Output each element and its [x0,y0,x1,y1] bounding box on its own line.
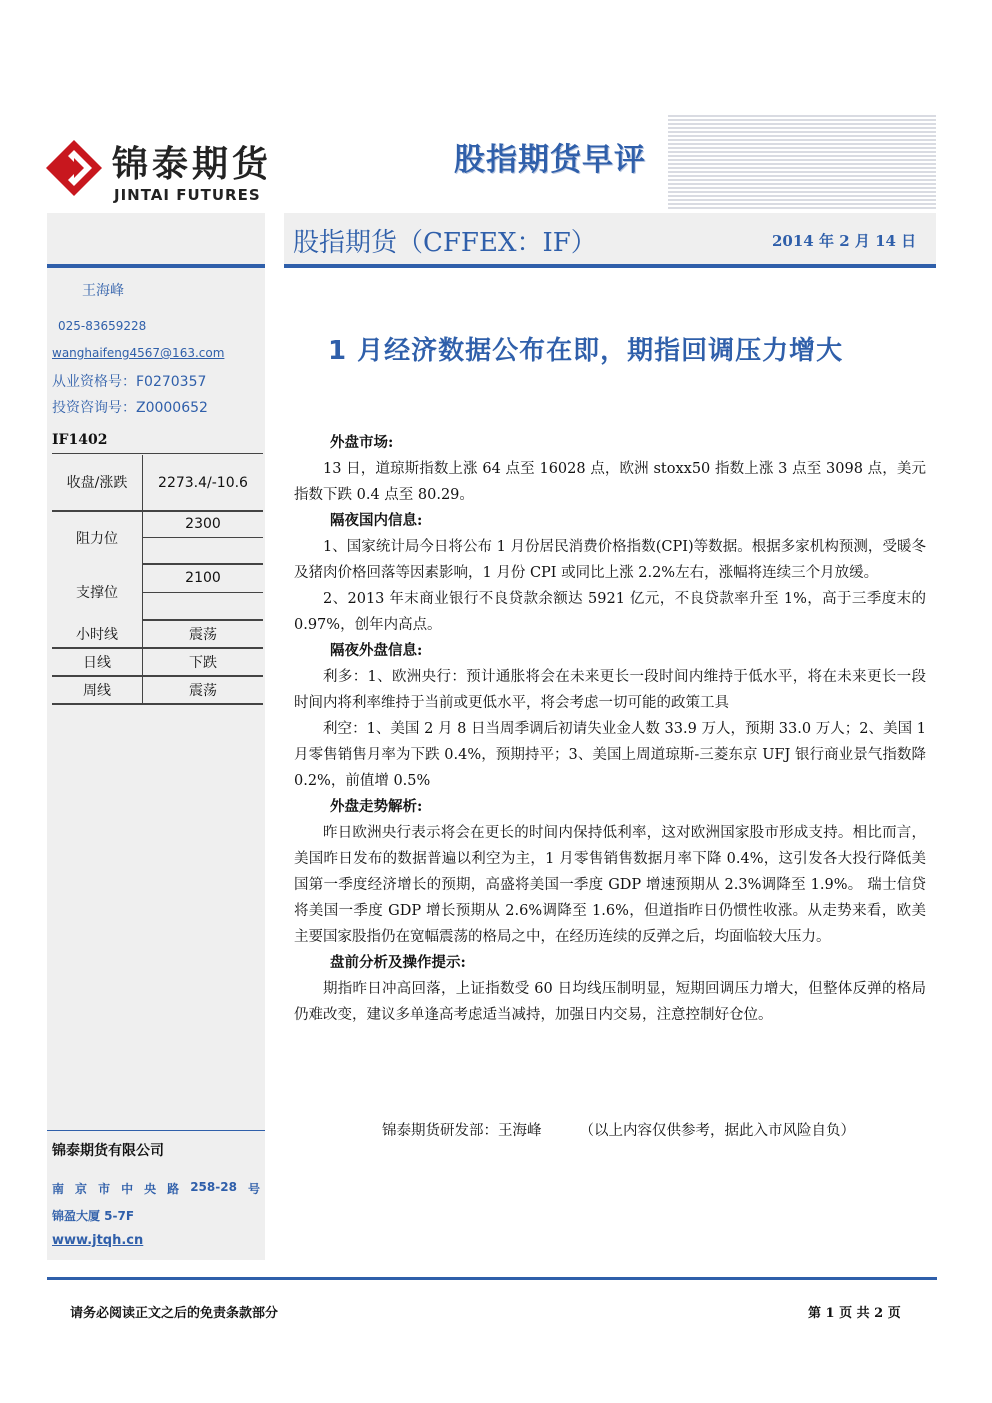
table-row [52,511,263,537]
company-building: 锦盈大厦 5-7F [52,1209,135,1223]
company-website-link[interactable]: www.jtqh.cn [52,1233,144,1248]
paragraph: 1、国家统计局今日将公布 1 月份居民消费价格指数(CPI)等数据。根据多家机构预测，受暖冬及猪肉价格回落等因素影响，1 月份 CPI 或同比上涨 2.2%左右，涨幅将连续三个月放缓。 [294,539,926,581]
company-name: 锦泰期货有限公司 [52,1143,164,1159]
risk-disclaimer-note: （以上内容仅供参考，据此入市风险自负） [579,1123,855,1139]
section-title-domestic-news: 隔夜国内信息: [330,512,423,529]
report-body [294,430,926,1028]
paragraph: 13 日，道琼斯指数上涨 64 点至 16028 点，欧洲 stoxx50 指数上涨 3 点至 3098 点，美元指数下跌 0.4 点至 80.29。 [294,461,926,503]
jintai-logo-icon [46,140,102,196]
row-spacer [143,592,264,620]
address-part: 南 [52,1182,65,1196]
row-label: 收盘/涨跌 [52,455,143,511]
qualification-number: 从业资格号：F0270357 [52,374,207,390]
header-divider [284,264,936,268]
row-spacer [143,537,264,564]
section-title-overseas-market: 外盘市场: [330,434,394,451]
row-value: 2100 [143,564,264,592]
contract-divider [52,453,263,454]
address-part: 号 [247,1182,260,1196]
address-part: 路 [167,1182,180,1196]
paragraph: 2、2013 年末商业银行不良贷款余额达 5921 亿元，不良贷款率升至 1%，高于三季度末的 0.97%，创年内高点。 [294,591,926,633]
section-title-market-analysis: 外盘走势解析: [330,798,423,815]
address-part: 258-28 [190,1180,237,1194]
address-part: 中 [121,1182,134,1196]
report-headline: 1 月经济数据公布在即，期指回调压力增大 [328,336,844,366]
row-label: 日线 [52,648,143,676]
logo-name-cn: 锦泰期货 [112,144,273,185]
company-address [52,1180,260,1197]
row-value: 震荡 [143,676,264,704]
banner-title: 股指期货早评 [454,142,646,178]
paragraph: 期指昨日冲高回落，上证指数受 60 日均线压制明显，短期回调压力增大，但整体反弹的格局仍难改变，建议多单逢高考虑适当减持，加强日内交易，注意控制好仓位。 [294,981,926,1023]
page-number: 第 1 页 共 2 页 [808,1306,901,1321]
paragraph: 利多：1、欧洲央行：预计通胀将会在未来更长一段时间内维持于低水平，将在未来更长一段时间内将利率维持于当前或更低水平，将会考虑一切可能的政策工具 [294,669,926,711]
row-value: 2300 [143,511,264,537]
analyst-name: 王海峰 [82,283,124,299]
footer-divider [47,1277,937,1280]
report-category-title: 股指期货（CFFEX：IF） [293,228,597,258]
banner-stripes [668,115,936,211]
table-row [52,564,263,592]
table-row [52,676,263,704]
sidebar-divider [47,264,265,268]
paragraph: 利空：1、美国 2 月 8 日当周季调后初请失业金人数 33.9 万人，预期 33.0 万人；2、美国 1 月零售销售月率为下跌 0.4%，预期持平；3、美国上周道琼斯-三菱东京 UFJ 银行商业景气指数降 0.2%，前值增 0.5% [294,721,926,789]
signature [382,1119,855,1140]
section-title-overseas-news: 隔夜外盘信息: [330,642,423,659]
address-part: 市 [98,1182,111,1196]
market-table [52,455,263,705]
contract-code: IF1402 [52,432,108,448]
row-value: 震荡 [143,620,264,648]
row-label: 周线 [52,676,143,704]
table-row [52,648,263,676]
table-row [52,620,263,648]
analyst-email-link[interactable]: wanghaifeng4567@163.com [52,346,225,360]
company-divider [47,1130,265,1131]
section-title-trading-tips: 盘前分析及操作提示: [330,954,466,971]
signature-dept: 锦泰期货研发部：王海峰 [382,1123,542,1139]
footer-disclaimer: 请务必阅读正文之后的免责条款部分 [70,1306,279,1321]
row-value: 2273.4/-10.6 [143,455,264,511]
logo-name-en: JINTAI FUTURES [114,186,261,204]
consulting-number: 投资咨询号：Z0000652 [52,400,208,416]
row-label: 小时线 [52,620,143,648]
analyst-phone: 025-83659228 [58,319,147,333]
address-part: 央 [144,1182,157,1196]
row-label: 支撑位 [52,564,143,620]
row-label: 阻力位 [52,511,143,564]
paragraph: 昨日欧洲央行表示将会在更长的时间内保持低利率，这对欧洲国家股市形成支持。相比而言，美国昨日发布的数据普遍以利空为主，1 月零售销售数据月率下降 0.4%，这引发各大投行降低美国第一季度经济增长的预期，高盛将美国一季度 GDP 增速预期从 2.3%调降至 1.9%。 瑞士信贷将美国一季度 GDP 增长预期从 2.6%调降至 1.6%，但道指昨日仍惯性收涨。从走势来看，欧美主要国家股指仍在宽幅震荡的格局之中，在经历连续的反弹之后，均面临较大压力。 [294,825,926,945]
table-row [52,455,263,511]
report-date: 2014 年 2 月 14 日 [772,232,917,250]
address-part: 京 [75,1182,88,1196]
row-value: 下跌 [143,648,264,676]
